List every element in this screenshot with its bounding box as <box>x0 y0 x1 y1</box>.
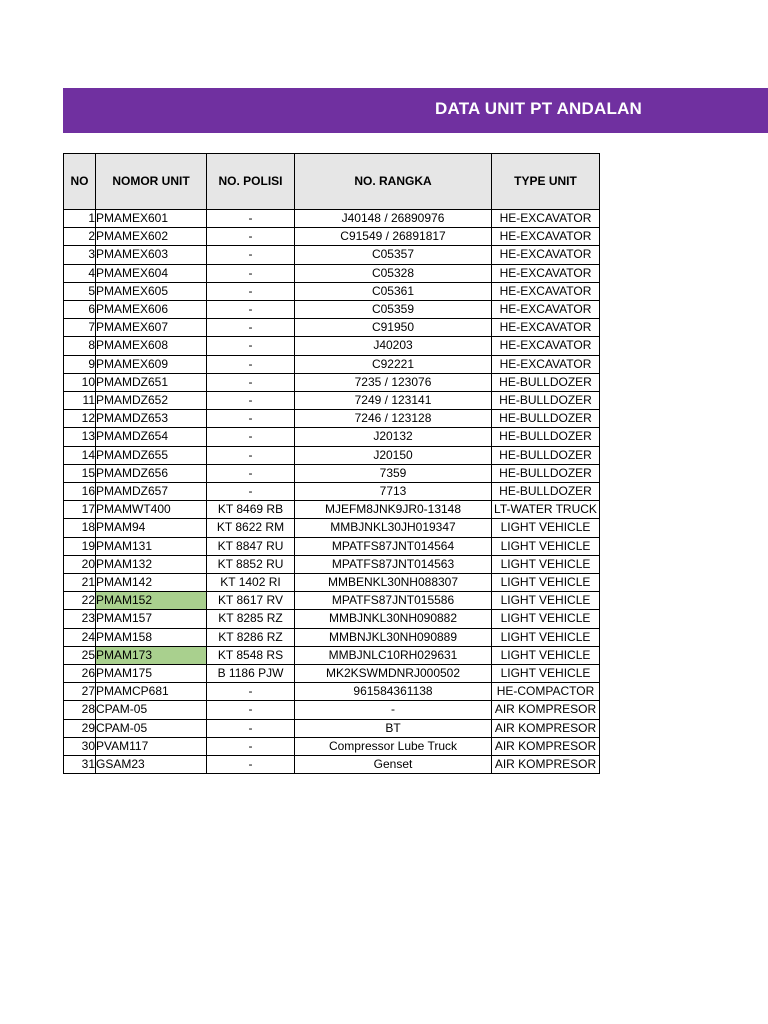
cell-no-rangka[interactable]: MK2KSWMDNRJ000502 <box>295 665 492 683</box>
cell-nomor-unit[interactable]: PMAMDZ651 <box>96 373 207 391</box>
table-row <box>64 337 600 355</box>
cell-no-polisi[interactable]: - <box>207 446 295 464</box>
cell-nomor-unit[interactable]: PMAMDZ652 <box>96 392 207 410</box>
header-type-unit: TYPE UNIT <box>492 154 600 210</box>
cell-no[interactable]: 14 <box>64 446 96 464</box>
cell-nomor-unit[interactable]: PMAM132 <box>96 555 207 573</box>
table-row <box>64 246 600 264</box>
cell-type-unit[interactable]: HE-BULLDOZER <box>492 428 600 446</box>
cell-nomor-unit[interactable]: PMAMEX605 <box>96 282 207 300</box>
table-body <box>64 210 600 774</box>
table-row <box>64 574 600 592</box>
table-row <box>64 210 600 228</box>
cell-no[interactable]: 31 <box>64 756 96 774</box>
cell-no[interactable]: 21 <box>64 574 96 592</box>
cell-no-rangka[interactable]: 7235 / 123076 <box>295 373 492 391</box>
cell-no-rangka[interactable]: C91549 / 26891817 <box>295 228 492 246</box>
cell-type-unit[interactable]: AIR KOMPRESOR <box>492 701 600 719</box>
cell-no[interactable]: 15 <box>64 464 96 482</box>
cell-type-unit[interactable]: HE-BULLDOZER <box>492 373 600 391</box>
cell-nomor-unit[interactable]: PMAMEX601 <box>96 210 207 228</box>
cell-nomor-unit[interactable]: PMAMWT400 <box>96 501 207 519</box>
cell-nomor-unit[interactable]: PMAM173 <box>96 646 207 664</box>
cell-no[interactable]: 11 <box>64 392 96 410</box>
cell-no-polisi[interactable]: KT 8285 RZ <box>207 610 295 628</box>
cell-no-polisi[interactable]: - <box>207 756 295 774</box>
cell-no-polisi[interactable]: - <box>207 719 295 737</box>
cell-no-polisi[interactable]: KT 8622 RM <box>207 519 295 537</box>
cell-nomor-unit[interactable]: PMAM152 <box>96 592 207 610</box>
page-title: DATA UNIT PT ANDALAN <box>435 99 643 118</box>
cell-no-polisi[interactable]: - <box>207 246 295 264</box>
cell-no-rangka[interactable]: 7359 <box>295 464 492 482</box>
cell-nomor-unit[interactable]: GSAM23 <box>96 756 207 774</box>
table-row <box>64 683 600 701</box>
cell-no-polisi[interactable]: - <box>207 264 295 282</box>
cell-no-polisi[interactable]: B 1186 PJW <box>207 665 295 683</box>
table-row <box>64 756 600 774</box>
cell-no-polisi[interactable]: - <box>207 410 295 428</box>
cell-no[interactable]: 13 <box>64 428 96 446</box>
cell-no[interactable]: 28 <box>64 701 96 719</box>
cell-type-unit[interactable]: LIGHT VEHICLE <box>492 646 600 664</box>
cell-no-polisi[interactable]: KT 1402 RI <box>207 574 295 592</box>
cell-type-unit[interactable]: AIR KOMPRESOR <box>492 737 600 755</box>
cell-no-rangka[interactable]: MJEFM8JNK9JR0-13148 <box>295 501 492 519</box>
cell-no[interactable]: 19 <box>64 537 96 555</box>
cell-type-unit[interactable]: HE-BULLDOZER <box>492 464 600 482</box>
cell-no-rangka[interactable]: MMBNJKL30NH090889 <box>295 628 492 646</box>
table-row <box>64 483 600 501</box>
cell-no[interactable]: 3 <box>64 246 96 264</box>
cell-nomor-unit[interactable]: PMAM175 <box>96 665 207 683</box>
table-row <box>64 355 600 373</box>
cell-no[interactable]: 24 <box>64 628 96 646</box>
cell-no-polisi[interactable]: - <box>207 355 295 373</box>
table-row <box>64 392 600 410</box>
header-no-polisi: NO. POLISI <box>207 154 295 210</box>
cell-nomor-unit[interactable]: PMAMDZ654 <box>96 428 207 446</box>
cell-no[interactable]: 9 <box>64 355 96 373</box>
cell-type-unit[interactable]: HE-EXCAVATOR <box>492 301 600 319</box>
cell-no-rangka[interactable]: C05361 <box>295 282 492 300</box>
cell-type-unit[interactable]: LIGHT VEHICLE <box>492 592 600 610</box>
cell-no-rangka[interactable]: C05328 <box>295 264 492 282</box>
cell-no-rangka[interactable]: C05357 <box>295 246 492 264</box>
cell-no-polisi[interactable]: KT 8469 RB <box>207 501 295 519</box>
cell-nomor-unit[interactable]: PMAM158 <box>96 628 207 646</box>
cell-no-polisi[interactable]: - <box>207 228 295 246</box>
cell-no-polisi[interactable]: - <box>207 337 295 355</box>
table-row <box>64 519 600 537</box>
header-no-rangka: NO. RANGKA <box>295 154 492 210</box>
cell-no-polisi[interactable]: - <box>207 701 295 719</box>
table-row <box>64 446 600 464</box>
table-row <box>64 701 600 719</box>
table-row <box>64 264 600 282</box>
cell-type-unit[interactable]: LIGHT VEHICLE <box>492 555 600 573</box>
cell-no-polisi[interactable]: KT 8852 RU <box>207 555 295 573</box>
cell-no[interactable]: 7 <box>64 319 96 337</box>
cell-no-rangka[interactable]: MPATFS87JNT014563 <box>295 555 492 573</box>
table-header-row <box>64 154 600 210</box>
cell-nomor-unit[interactable]: PMAMEX609 <box>96 355 207 373</box>
cell-type-unit[interactable]: HE-EXCAVATOR <box>492 355 600 373</box>
cell-type-unit[interactable]: HE-BULLDOZER <box>492 483 600 501</box>
cell-no[interactable]: 2 <box>64 228 96 246</box>
cell-nomor-unit[interactable]: PMAM142 <box>96 574 207 592</box>
cell-type-unit[interactable]: HE-BULLDOZER <box>492 446 600 464</box>
cell-nomor-unit[interactable]: PMAMEX606 <box>96 301 207 319</box>
cell-type-unit[interactable]: LT-WATER TRUCK <box>492 501 600 519</box>
header-no: NO <box>64 154 96 210</box>
table-row <box>64 610 600 628</box>
cell-no-polisi[interactable]: KT 8286 RZ <box>207 628 295 646</box>
cell-type-unit[interactable]: LIGHT VEHICLE <box>492 610 600 628</box>
cell-no-polisi[interactable]: - <box>207 683 295 701</box>
cell-nomor-unit[interactable]: PMAMDZ656 <box>96 464 207 482</box>
table-row <box>64 428 600 446</box>
cell-type-unit[interactable]: LIGHT VEHICLE <box>492 628 600 646</box>
cell-no-rangka[interactable]: MMBENKL30NH088307 <box>295 574 492 592</box>
cell-nomor-unit[interactable]: PMAM131 <box>96 537 207 555</box>
cell-no[interactable]: 5 <box>64 282 96 300</box>
cell-type-unit[interactable]: HE-EXCAVATOR <box>492 246 600 264</box>
cell-no-rangka[interactable]: 961584361138 <box>295 683 492 701</box>
cell-no[interactable]: 17 <box>64 501 96 519</box>
cell-no[interactable]: 16 <box>64 483 96 501</box>
cell-nomor-unit[interactable]: PMAMEX608 <box>96 337 207 355</box>
table-row <box>64 464 600 482</box>
table-row <box>64 301 600 319</box>
table-row <box>64 373 600 391</box>
cell-type-unit[interactable]: HE-EXCAVATOR <box>492 264 600 282</box>
cell-type-unit[interactable]: LIGHT VEHICLE <box>492 574 600 592</box>
cell-type-unit[interactable]: HE-EXCAVATOR <box>492 319 600 337</box>
cell-no-polisi[interactable]: - <box>207 483 295 501</box>
cell-nomor-unit[interactable]: PMAMCP681 <box>96 683 207 701</box>
table-row <box>64 228 600 246</box>
cell-no-polisi[interactable]: - <box>207 464 295 482</box>
cell-no-rangka[interactable]: MPATFS87JNT014564 <box>295 537 492 555</box>
table-row <box>64 665 600 683</box>
cell-nomor-unit[interactable]: PMAMDZ655 <box>96 446 207 464</box>
cell-no[interactable]: 25 <box>64 646 96 664</box>
cell-no-polisi[interactable]: - <box>207 301 295 319</box>
cell-nomor-unit[interactable]: CPAM-05 <box>96 719 207 737</box>
unit-table <box>63 153 600 774</box>
cell-nomor-unit[interactable]: PMAMDZ657 <box>96 483 207 501</box>
cell-no-polisi[interactable]: - <box>207 428 295 446</box>
cell-type-unit[interactable]: LIGHT VEHICLE <box>492 519 600 537</box>
cell-no-rangka[interactable]: J40148 / 26890976 <box>295 210 492 228</box>
cell-nomor-unit[interactable]: PMAMEX604 <box>96 264 207 282</box>
cell-no-rangka[interactable]: J20132 <box>295 428 492 446</box>
cell-type-unit[interactable]: LIGHT VEHICLE <box>492 665 600 683</box>
table-row <box>64 555 600 573</box>
header-nomor-unit: NOMOR UNIT <box>96 154 207 210</box>
cell-no[interactable]: 18 <box>64 519 96 537</box>
cell-no-polisi[interactable]: - <box>207 282 295 300</box>
cell-no-rangka[interactable]: Genset <box>295 756 492 774</box>
cell-no-polisi[interactable]: - <box>207 737 295 755</box>
cell-no[interactable]: 23 <box>64 610 96 628</box>
cell-no[interactable]: 6 <box>64 301 96 319</box>
cell-type-unit[interactable]: HE-EXCAVATOR <box>492 210 600 228</box>
cell-no-rangka[interactable]: MMBJNKL30JH019347 <box>295 519 492 537</box>
cell-nomor-unit[interactable]: PVAM117 <box>96 737 207 755</box>
cell-no-rangka[interactable]: 7249 / 123141 <box>295 392 492 410</box>
cell-nomor-unit[interactable]: PMAMDZ653 <box>96 410 207 428</box>
cell-nomor-unit[interactable]: PMAM157 <box>96 610 207 628</box>
cell-type-unit[interactable]: LIGHT VEHICLE <box>492 537 600 555</box>
table-row <box>64 719 600 737</box>
cell-type-unit[interactable]: AIR KOMPRESOR <box>492 719 600 737</box>
cell-no-rangka[interactable]: C05359 <box>295 301 492 319</box>
cell-type-unit[interactable]: HE-EXCAVATOR <box>492 337 600 355</box>
cell-no[interactable]: 8 <box>64 337 96 355</box>
cell-no-polisi[interactable]: KT 8847 RU <box>207 537 295 555</box>
cell-no-rangka[interactable]: 7246 / 123128 <box>295 410 492 428</box>
cell-type-unit[interactable]: HE-BULLDOZER <box>492 392 600 410</box>
cell-no-rangka[interactable]: Compressor Lube Truck <box>295 737 492 755</box>
cell-type-unit[interactable]: HE-BULLDOZER <box>492 410 600 428</box>
cell-no-rangka[interactable]: MMBJNLC10RH029631 <box>295 646 492 664</box>
cell-no-rangka[interactable]: J40203 <box>295 337 492 355</box>
table-row <box>64 646 600 664</box>
cell-nomor-unit[interactable]: CPAM-05 <box>96 701 207 719</box>
cell-no-rangka[interactable]: - <box>295 701 492 719</box>
cell-no[interactable]: 20 <box>64 555 96 573</box>
cell-no-polisi[interactable]: KT 8548 RS <box>207 646 295 664</box>
cell-no-polisi[interactable]: - <box>207 373 295 391</box>
table-row <box>64 628 600 646</box>
cell-type-unit[interactable]: AIR KOMPRESOR <box>492 756 600 774</box>
cell-no-rangka[interactable]: C92221 <box>295 355 492 373</box>
cell-type-unit[interactable]: HE-EXCAVATOR <box>492 282 600 300</box>
cell-no[interactable]: 30 <box>64 737 96 755</box>
table-row <box>64 737 600 755</box>
cell-no[interactable]: 29 <box>64 719 96 737</box>
table-row <box>64 410 600 428</box>
cell-no-rangka[interactable]: J20150 <box>295 446 492 464</box>
table-row <box>64 319 600 337</box>
cell-nomor-unit[interactable]: PMAMEX602 <box>96 228 207 246</box>
table-row <box>64 537 600 555</box>
cell-no[interactable]: 26 <box>64 665 96 683</box>
cell-no[interactable]: 1 <box>64 210 96 228</box>
cell-no[interactable]: 22 <box>64 592 96 610</box>
cell-no-rangka[interactable]: BT <box>295 719 492 737</box>
cell-no-polisi[interactable]: - <box>207 210 295 228</box>
cell-no[interactable]: 4 <box>64 264 96 282</box>
cell-nomor-unit[interactable]: PMAMEX607 <box>96 319 207 337</box>
cell-no-rangka[interactable]: MMBJNKL30NH090882 <box>295 610 492 628</box>
cell-no[interactable]: 27 <box>64 683 96 701</box>
table-row <box>64 592 600 610</box>
title-bar <box>63 88 768 133</box>
cell-no-rangka[interactable]: 7713 <box>295 483 492 501</box>
cell-no-rangka[interactable]: MPATFS87JNT015586 <box>295 592 492 610</box>
cell-no-polisi[interactable]: KT 8617 RV <box>207 592 295 610</box>
cell-type-unit[interactable]: HE-COMPACTOR <box>492 683 600 701</box>
table-row <box>64 282 600 300</box>
cell-nomor-unit[interactable]: PMAM94 <box>96 519 207 537</box>
cell-no-polisi[interactable]: - <box>207 392 295 410</box>
cell-no-rangka[interactable]: C91950 <box>295 319 492 337</box>
cell-no[interactable]: 10 <box>64 373 96 391</box>
cell-no-polisi[interactable]: - <box>207 319 295 337</box>
cell-nomor-unit[interactable]: PMAMEX603 <box>96 246 207 264</box>
table-row <box>64 501 600 519</box>
cell-type-unit[interactable]: HE-EXCAVATOR <box>492 228 600 246</box>
cell-no[interactable]: 12 <box>64 410 96 428</box>
